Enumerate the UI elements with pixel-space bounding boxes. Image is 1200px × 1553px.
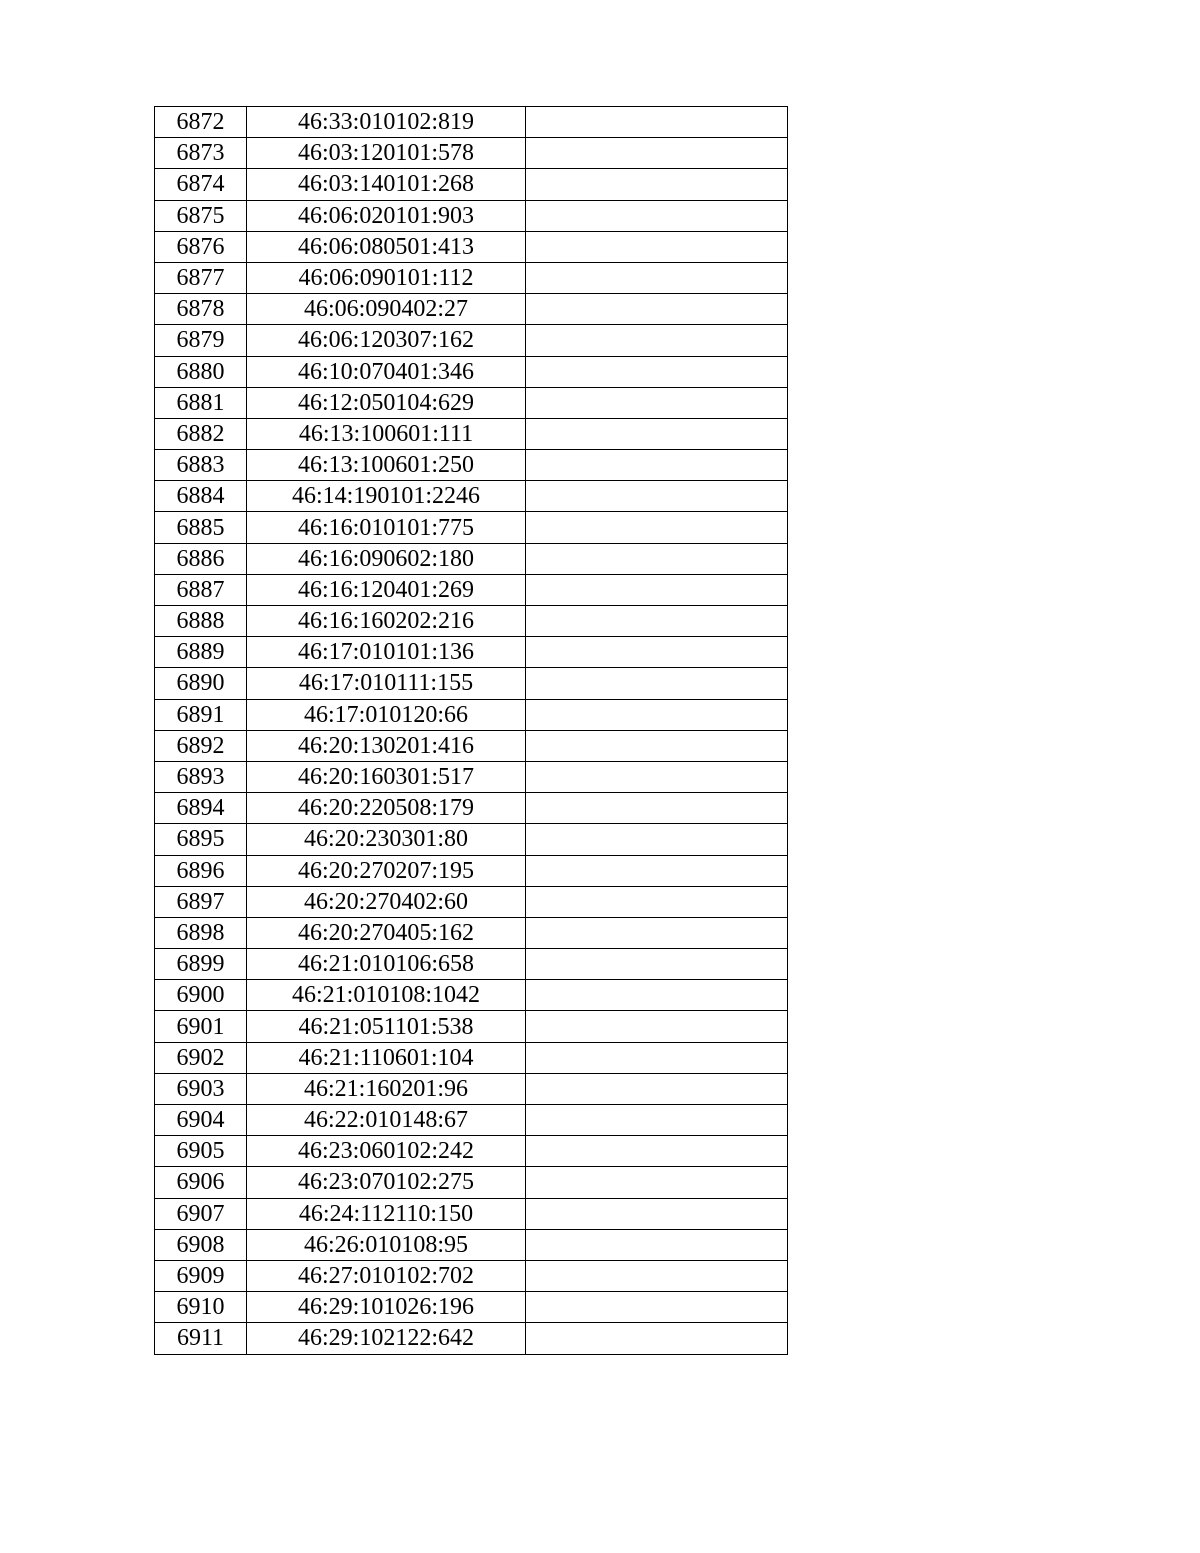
row-number-cell: 6891 [155,699,247,730]
cadastral-number-cell: 46:24:112110:150 [247,1198,526,1229]
cadastral-number-cell: 46:21:051101:538 [247,1011,526,1042]
cadastral-number-cell: 46:20:160301:517 [247,761,526,792]
row-number-cell: 6907 [155,1198,247,1229]
cadastral-number-cell: 46:06:020101:903 [247,200,526,231]
cadastral-number-cell: 46:29:101026:196 [247,1292,526,1323]
table-row [155,356,788,387]
table-row [155,824,788,855]
empty-cell [526,1042,788,1073]
empty-cell [526,574,788,605]
empty-cell [526,1073,788,1104]
row-number-cell: 6879 [155,325,247,356]
row-number-cell: 6878 [155,294,247,325]
row-number-cell: 6910 [155,1292,247,1323]
cadastral-number-cell: 46:21:160201:96 [247,1073,526,1104]
row-number-cell: 6895 [155,824,247,855]
table-row [155,1260,788,1291]
row-number-cell: 6896 [155,855,247,886]
table-row [155,543,788,574]
cadastral-number-cell: 46:17:010101:136 [247,637,526,668]
cadastral-number-cell: 46:20:270402:60 [247,886,526,917]
empty-cell [526,262,788,293]
row-number-cell: 6883 [155,450,247,481]
empty-cell [526,606,788,637]
table-row [155,574,788,605]
cadastral-number-cell: 46:06:090101:112 [247,262,526,293]
cadastral-number-cell: 46:21:110601:104 [247,1042,526,1073]
cadastral-number-cell: 46:16:160202:216 [247,606,526,637]
table-row [155,855,788,886]
row-number-cell: 6885 [155,512,247,543]
table-row [155,1073,788,1104]
cadastral-number-cell: 46:29:102122:642 [247,1323,526,1354]
table-row [155,1136,788,1167]
table-row [155,387,788,418]
cadastral-number-cell: 46:16:090602:180 [247,543,526,574]
cadastral-number-cell: 46:20:270405:162 [247,917,526,948]
row-number-cell: 6911 [155,1323,247,1354]
table-row [155,138,788,169]
row-number-cell: 6888 [155,606,247,637]
cadastral-number-cell: 46:12:050104:629 [247,387,526,418]
row-number-cell: 6889 [155,637,247,668]
table-row [155,262,788,293]
table-row [155,512,788,543]
cadastral-number-cell: 46:10:070401:346 [247,356,526,387]
cadastral-number-cell: 46:06:120307:162 [247,325,526,356]
row-number-cell: 6872 [155,107,247,138]
table-row [155,886,788,917]
cadastral-number-cell: 46:17:010111:155 [247,668,526,699]
row-number-cell: 6899 [155,949,247,980]
table-row [155,1105,788,1136]
empty-cell [526,1292,788,1323]
table-body [155,107,788,1355]
table-row [155,200,788,231]
table-row [155,1229,788,1260]
table-row [155,107,788,138]
row-number-cell: 6873 [155,138,247,169]
empty-cell [526,855,788,886]
cadastral-number-cell: 46:21:010106:658 [247,949,526,980]
cadastral-number-cell: 46:17:010120:66 [247,699,526,730]
empty-cell [526,949,788,980]
row-number-cell: 6886 [155,543,247,574]
table-row [155,450,788,481]
empty-cell [526,1136,788,1167]
cadastral-number-cell: 46:03:140101:268 [247,169,526,200]
table-row [155,1011,788,1042]
table-row [155,699,788,730]
cadastral-number-cell: 46:21:010108:1042 [247,980,526,1011]
table-row [155,481,788,512]
empty-cell [526,761,788,792]
empty-cell [526,917,788,948]
empty-cell [526,107,788,138]
cadastral-number-cell: 46:20:230301:80 [247,824,526,855]
row-number-cell: 6882 [155,418,247,449]
row-number-cell: 6892 [155,730,247,761]
cadastral-number-cell: 46:27:010102:702 [247,1260,526,1291]
row-number-cell: 6893 [155,761,247,792]
row-number-cell: 6881 [155,387,247,418]
empty-cell [526,138,788,169]
empty-cell [526,231,788,262]
row-number-cell: 6884 [155,481,247,512]
cadastral-number-cell: 46:16:120401:269 [247,574,526,605]
empty-cell [526,668,788,699]
table-row [155,730,788,761]
row-number-cell: 6876 [155,231,247,262]
table-row [155,1167,788,1198]
table-row [155,169,788,200]
cadastral-number-cell: 46:16:010101:775 [247,512,526,543]
table-row [155,668,788,699]
row-number-cell: 6908 [155,1229,247,1260]
cadastral-number-cell: 46:06:080501:413 [247,231,526,262]
row-number-cell: 6898 [155,917,247,948]
row-number-cell: 6903 [155,1073,247,1104]
row-number-cell: 6897 [155,886,247,917]
table-row [155,761,788,792]
table-row [155,917,788,948]
row-number-cell: 6901 [155,1011,247,1042]
empty-cell [526,1260,788,1291]
row-number-cell: 6880 [155,356,247,387]
empty-cell [526,1105,788,1136]
cadastral-number-cell: 46:14:190101:2246 [247,481,526,512]
table-row [155,1292,788,1323]
table-row [155,980,788,1011]
empty-cell [526,886,788,917]
table-row [155,1042,788,1073]
table-row [155,294,788,325]
empty-cell [526,824,788,855]
row-number-cell: 6874 [155,169,247,200]
cadastral-number-cell: 46:20:270207:195 [247,855,526,886]
empty-cell [526,637,788,668]
empty-cell [526,512,788,543]
empty-cell [526,1167,788,1198]
cadastral-number-cell: 46:22:010148:67 [247,1105,526,1136]
row-number-cell: 6877 [155,262,247,293]
row-number-cell: 6887 [155,574,247,605]
row-number-cell: 6875 [155,200,247,231]
empty-cell [526,980,788,1011]
cadastral-number-cell: 46:06:090402:27 [247,294,526,325]
cadastral-number-cell: 46:33:010102:819 [247,107,526,138]
table-row [155,949,788,980]
cadastral-number-cell: 46:20:130201:416 [247,730,526,761]
row-number-cell: 6905 [155,1136,247,1167]
empty-cell [526,169,788,200]
cadastral-number-cell: 46:03:120101:578 [247,138,526,169]
empty-cell [526,730,788,761]
cadastral-number-cell: 46:26:010108:95 [247,1229,526,1260]
empty-cell [526,1229,788,1260]
table-row [155,231,788,262]
cadastral-number-cell: 46:23:070102:275 [247,1167,526,1198]
row-number-cell: 6909 [155,1260,247,1291]
empty-cell [526,1323,788,1354]
empty-cell [526,1011,788,1042]
table-row [155,1323,788,1354]
row-number-cell: 6890 [155,668,247,699]
row-number-cell: 6906 [155,1167,247,1198]
empty-cell [526,1198,788,1229]
cadastral-number-cell: 46:20:220508:179 [247,793,526,824]
empty-cell [526,450,788,481]
row-number-cell: 6904 [155,1105,247,1136]
row-number-cell: 6894 [155,793,247,824]
cadastral-number-cell: 46:13:100601:111 [247,418,526,449]
table-row [155,637,788,668]
table-row [155,1198,788,1229]
cadastral-number-cell: 46:13:100601:250 [247,450,526,481]
cadastral-table [154,106,788,1355]
table-row [155,606,788,637]
empty-cell [526,294,788,325]
empty-cell [526,356,788,387]
row-number-cell: 6900 [155,980,247,1011]
empty-cell [526,325,788,356]
table-row [155,325,788,356]
empty-cell [526,793,788,824]
empty-cell [526,387,788,418]
empty-cell [526,699,788,730]
empty-cell [526,481,788,512]
table-row [155,418,788,449]
table-row [155,793,788,824]
empty-cell [526,418,788,449]
row-number-cell: 6902 [155,1042,247,1073]
empty-cell [526,543,788,574]
empty-cell [526,200,788,231]
cadastral-number-cell: 46:23:060102:242 [247,1136,526,1167]
